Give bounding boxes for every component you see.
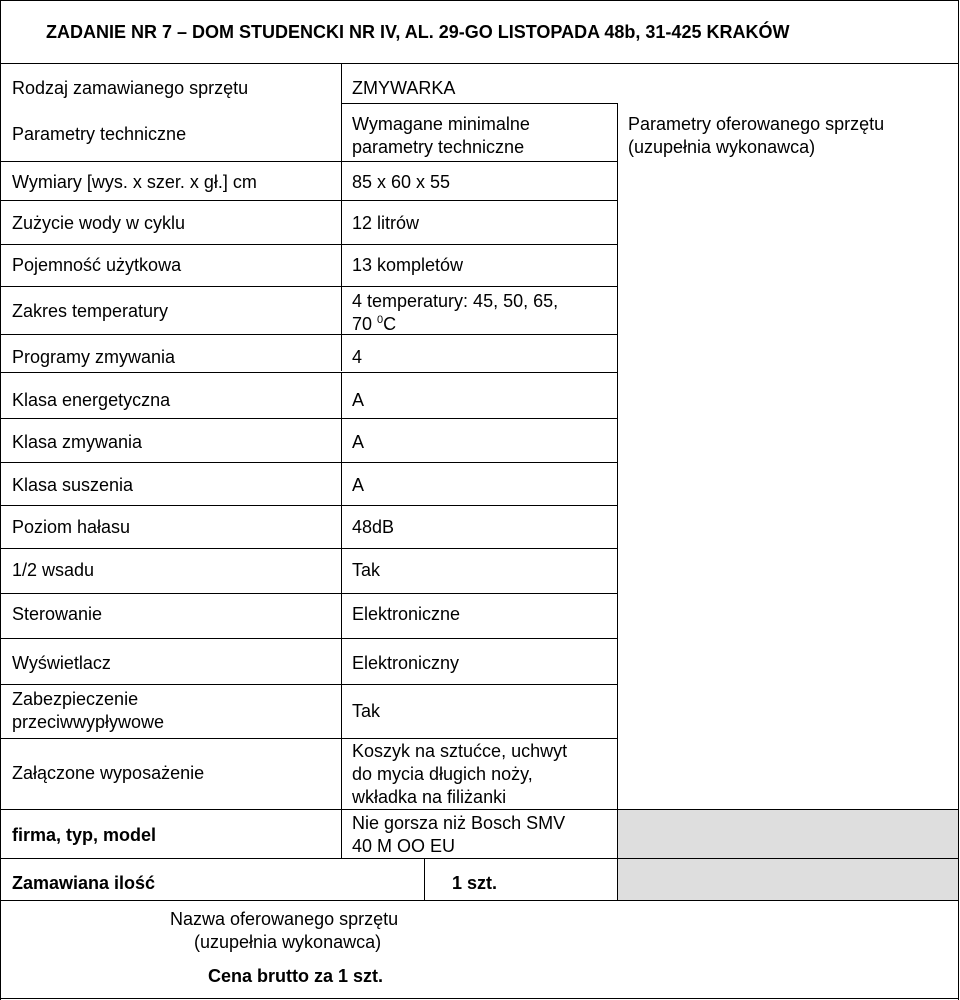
- row-value: 4: [352, 347, 363, 367]
- row-label: Sterowanie: [12, 604, 103, 624]
- shaded-cell-model: [618, 810, 958, 858]
- model-value-line-1: Nie gorsza niż Bosch SMV: [352, 813, 566, 833]
- document-header: ZADANIE NR 7 – DOM STUDENCKI NR IV, AL. 29-GO LISTOPADA 48b, 31-425 KRAKÓW: [46, 22, 790, 42]
- row-label: Załączone wyposażenie: [12, 763, 205, 783]
- row-label: Wyświetlacz: [12, 653, 111, 673]
- column-header-required-2: parametry techniczne: [352, 137, 525, 157]
- row-value: Elektroniczne: [352, 604, 461, 624]
- model-value-line-2: 40 M OO EU: [352, 836, 456, 856]
- degree-superscript: 0: [377, 314, 384, 326]
- row-label: Zużycie wody w cyklu: [12, 213, 186, 233]
- row-value: 12 litrów: [352, 213, 420, 233]
- row-label: Klasa energetyczna: [12, 390, 171, 410]
- row-value: Tak: [352, 701, 381, 721]
- row-label: 1/2 wsadu: [12, 560, 95, 580]
- temperature-unit: C: [383, 314, 397, 334]
- row-value: 85 x 60 x 55: [352, 172, 451, 192]
- quantity-value: 1 szt.: [452, 873, 498, 893]
- row-label-line-1: Zabezpieczenie: [12, 689, 139, 709]
- row-label: Poziom hałasu: [12, 517, 131, 537]
- row-value: A: [352, 390, 365, 410]
- row-value: A: [352, 475, 365, 495]
- row-value-line-2: do mycia długich noży,: [352, 764, 533, 784]
- row-value: A: [352, 432, 365, 452]
- equipment-type-label: Rodzaj zamawianego sprzętu: [12, 78, 249, 98]
- offered-name-line-1: Nazwa oferowanego sprzętu: [170, 909, 399, 929]
- model-label: firma, typ, model: [12, 825, 157, 845]
- row-value: Elektroniczny: [352, 653, 460, 673]
- offered-name-line-2: (uzupełnia wykonawca): [194, 932, 382, 952]
- row-value-line-1: 4 temperatury: 45, 50, 65,: [352, 291, 559, 311]
- row-value-line-1: Koszyk na sztućce, uchwyt: [352, 741, 568, 761]
- row-value-line-2: [352, 313, 396, 335]
- row-value: 13 kompletów: [352, 255, 464, 275]
- row-value: Tak: [352, 560, 381, 580]
- row-label: Klasa zmywania: [12, 432, 143, 452]
- row-value: 48dB: [352, 517, 395, 537]
- row-label: Wymiary [wys. x szer. x gł.] cm: [12, 172, 257, 192]
- column-header-required-1: Wymagane minimalne: [352, 114, 530, 134]
- row-label: Klasa suszenia: [12, 475, 134, 495]
- row-value-line-3: wkładka na filiżanki: [352, 787, 507, 807]
- temperature-value: 70: [352, 314, 373, 334]
- equipment-type-value: ZMYWARKA: [352, 78, 456, 98]
- column-header-params: Parametry techniczne: [12, 124, 187, 144]
- price-label: Cena brutto za 1 szt.: [208, 966, 384, 986]
- row-label-line-2: przeciwwypływowe: [12, 712, 165, 732]
- row-label: Zakres temperatury: [12, 301, 169, 321]
- column-header-offered-1: Parametry oferowanego sprzętu: [628, 114, 885, 134]
- column-header-offered-2: (uzupełnia wykonawca): [628, 137, 816, 157]
- row-label: Pojemność użytkowa: [12, 255, 182, 275]
- quantity-label: Zamawiana ilość: [12, 873, 156, 893]
- shaded-cell-quantity: [618, 859, 958, 900]
- row-label: Programy zmywania: [12, 347, 176, 367]
